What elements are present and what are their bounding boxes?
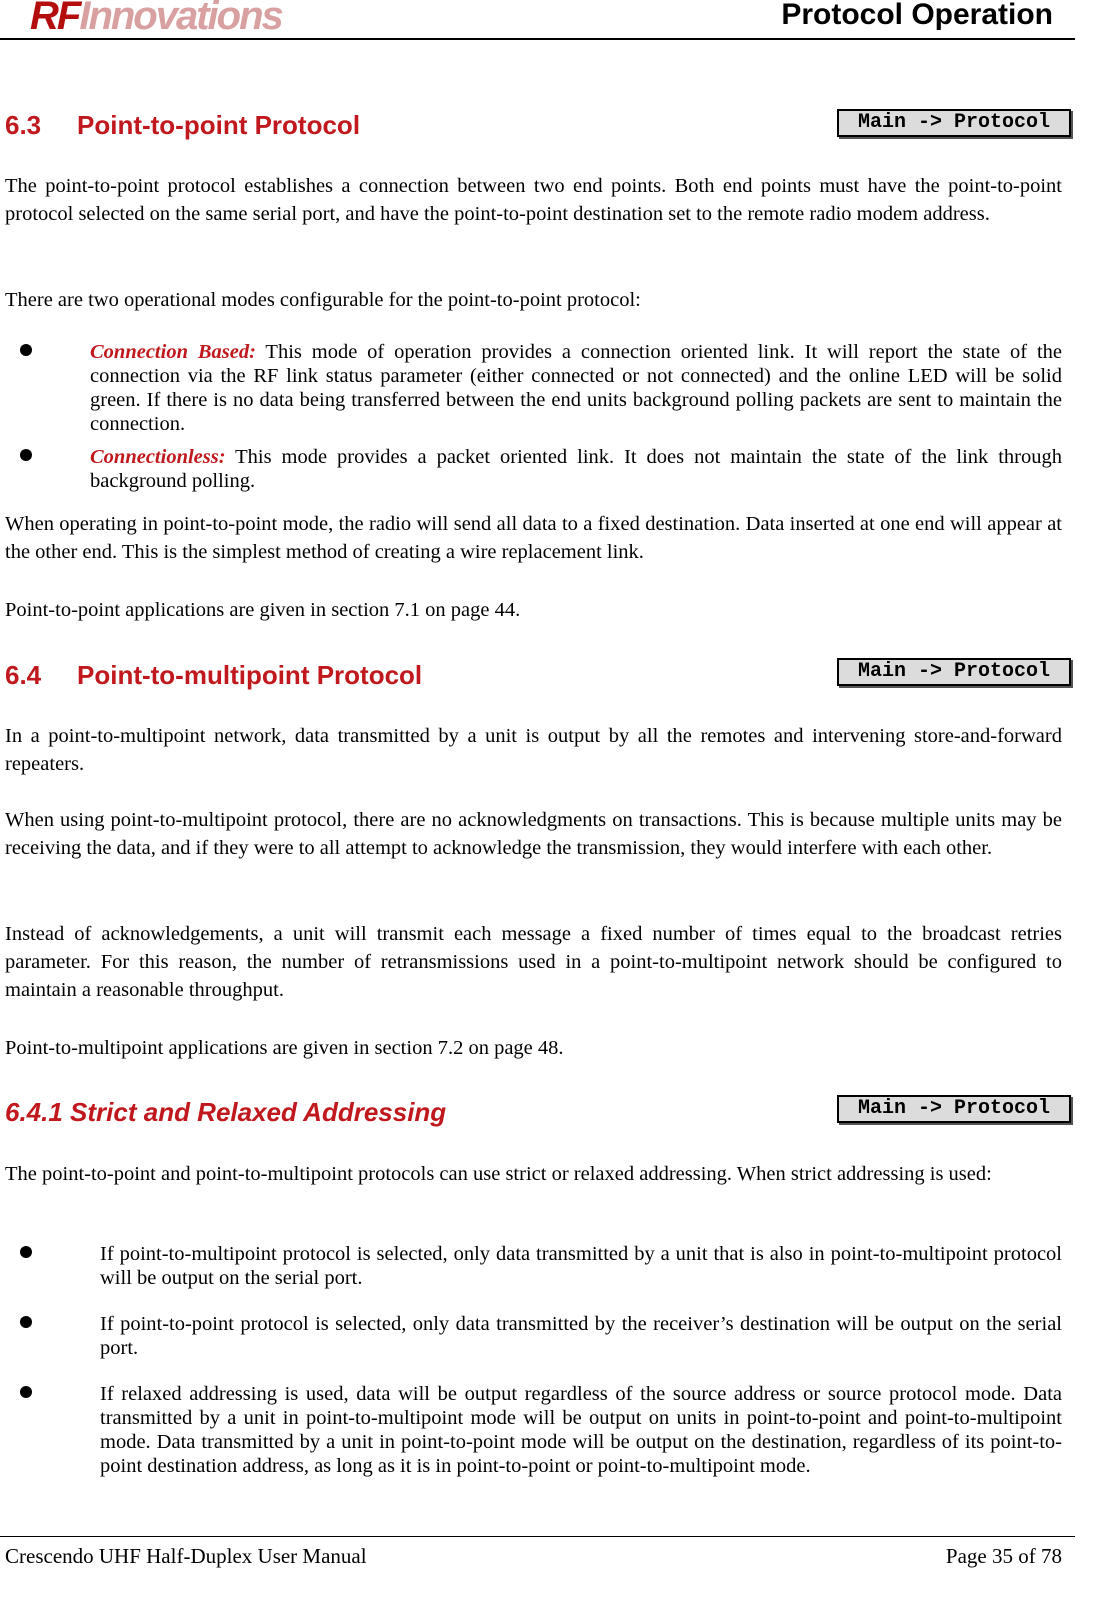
section-number: 6.3 [5, 110, 42, 140]
section-title: Point-to-multipoint Protocol [77, 660, 423, 690]
footer-manual-title: Crescendo UHF Half-Duplex User Manual [5, 1544, 367, 1568]
item-text: This mode provides a packet oriented link. It does not maintain the state of the link through background polling. [90, 446, 1062, 492]
bullet-icon [20, 1316, 32, 1328]
logo-rf: RF [30, 0, 80, 38]
section-title: Point-to-point Protocol [77, 110, 361, 140]
header-title: Protocol Operation [781, 0, 1053, 31]
subsection-6-4-1-heading: 6.4.1 Strict and Relaxed Addressing [5, 1097, 447, 1127]
paragraph: Point-to-point applications are given in section 7.1 on page 44. [5, 599, 521, 621]
footer-page-number: Page 35 of 78 [945, 1544, 1062, 1568]
page-header [0, 0, 1075, 40]
item-text: If point-to-multipoint protocol is selected, only data transmitted by a unit that is also in point-to-multipoint protocol will be output on the serial port. [100, 1243, 1062, 1289]
paragraph: Point-to-multipoint applications are given in section 7.2 on page 48. [5, 1037, 564, 1059]
logo-innovations: Innovations [79, 0, 282, 38]
paragraph: When operating in point-to-point mode, the radio will send all data to a fixed destination. Data inserted at one end will appear at the other end. This is the simplest method of creating a wire replacement link. [5, 513, 1062, 563]
bullet-icon [20, 449, 32, 461]
list-item [5, 445, 1062, 493]
bullet-icon [20, 1246, 32, 1258]
item-text: If point-to-point protocol is selected, only data transmitted by the receiver’s destination will be output on the serial port. [100, 1313, 1062, 1359]
term: Connectionless: [90, 446, 226, 468]
section-6-4-heading [5, 660, 422, 690]
item-text: This mode of operation provides a connection oriented link. It will report the state of the connection via the RF link status parameter (either connected or not connected) and the online LED will be solid green. If there is no data being transferred between the end units background polling packets are sent to maintain the connection. [90, 341, 1062, 435]
footer-divider [0, 1536, 1075, 1537]
paragraph: In a point-to-multipoint network, data transmitted by a unit is output by all the remotes and intervening store-and-forward repeaters. [5, 725, 1062, 775]
bullet-icon [20, 1386, 32, 1398]
list-item [5, 1312, 1062, 1360]
term: Connection Based: [90, 341, 256, 363]
menu-path-box: Main -> Protocol [837, 1095, 1071, 1123]
list-item [5, 1242, 1062, 1290]
paragraph: There are two operational modes configurable for the point-to-point protocol: [5, 289, 641, 311]
menu-path-box: Main -> Protocol [837, 109, 1071, 137]
section-number: 6.4 [5, 660, 42, 690]
item-text: If relaxed addressing is used, data will be output regardless of the source address or source protocol mode. Data transmitted by a unit in point-to-multipoint mode will be output on units in point-to-point and point-to-multipoint mode. Data transmitted by a unit in point-to-point mode will be output on the destination, regardless of its point-to-point destination address, as long as it is in point-to-point or point-to-multipoint mode. [100, 1383, 1062, 1477]
paragraph: The point-to-point and point-to-multipoint protocols can use strict or relaxed addressing. When strict addressing is used: [5, 1163, 992, 1185]
list-item [5, 340, 1062, 436]
paragraph: Instead of acknowledgements, a unit will transmit each message a fixed number of times equal to the broadcast retries parameter. For this reason, the number of retransmissions used in a point-to-multipoint network should be configured to maintain a reasonable throughput. [5, 923, 1062, 1001]
paragraph: When using point-to-multipoint protocol, there are no acknowledgments on transactions. This is because multiple units may be receiving the data, and if they were to all attempt to acknowledge the transmission, they would interfere with each other. [5, 809, 1062, 859]
company-logo [30, 0, 282, 38]
paragraph: The point-to-point protocol establishes a connection between two end points. Both end points must have the point-to-point protocol selected on the same serial port, and have the point-to-point destination set to the remote radio modem address. [5, 175, 1062, 225]
bullet-list [5, 340, 1062, 502]
list-item [5, 1382, 1062, 1478]
section-6-3-heading [5, 110, 360, 140]
bullet-list [5, 1242, 1062, 1500]
menu-path-box: Main -> Protocol [837, 658, 1071, 686]
bullet-icon [20, 344, 32, 356]
